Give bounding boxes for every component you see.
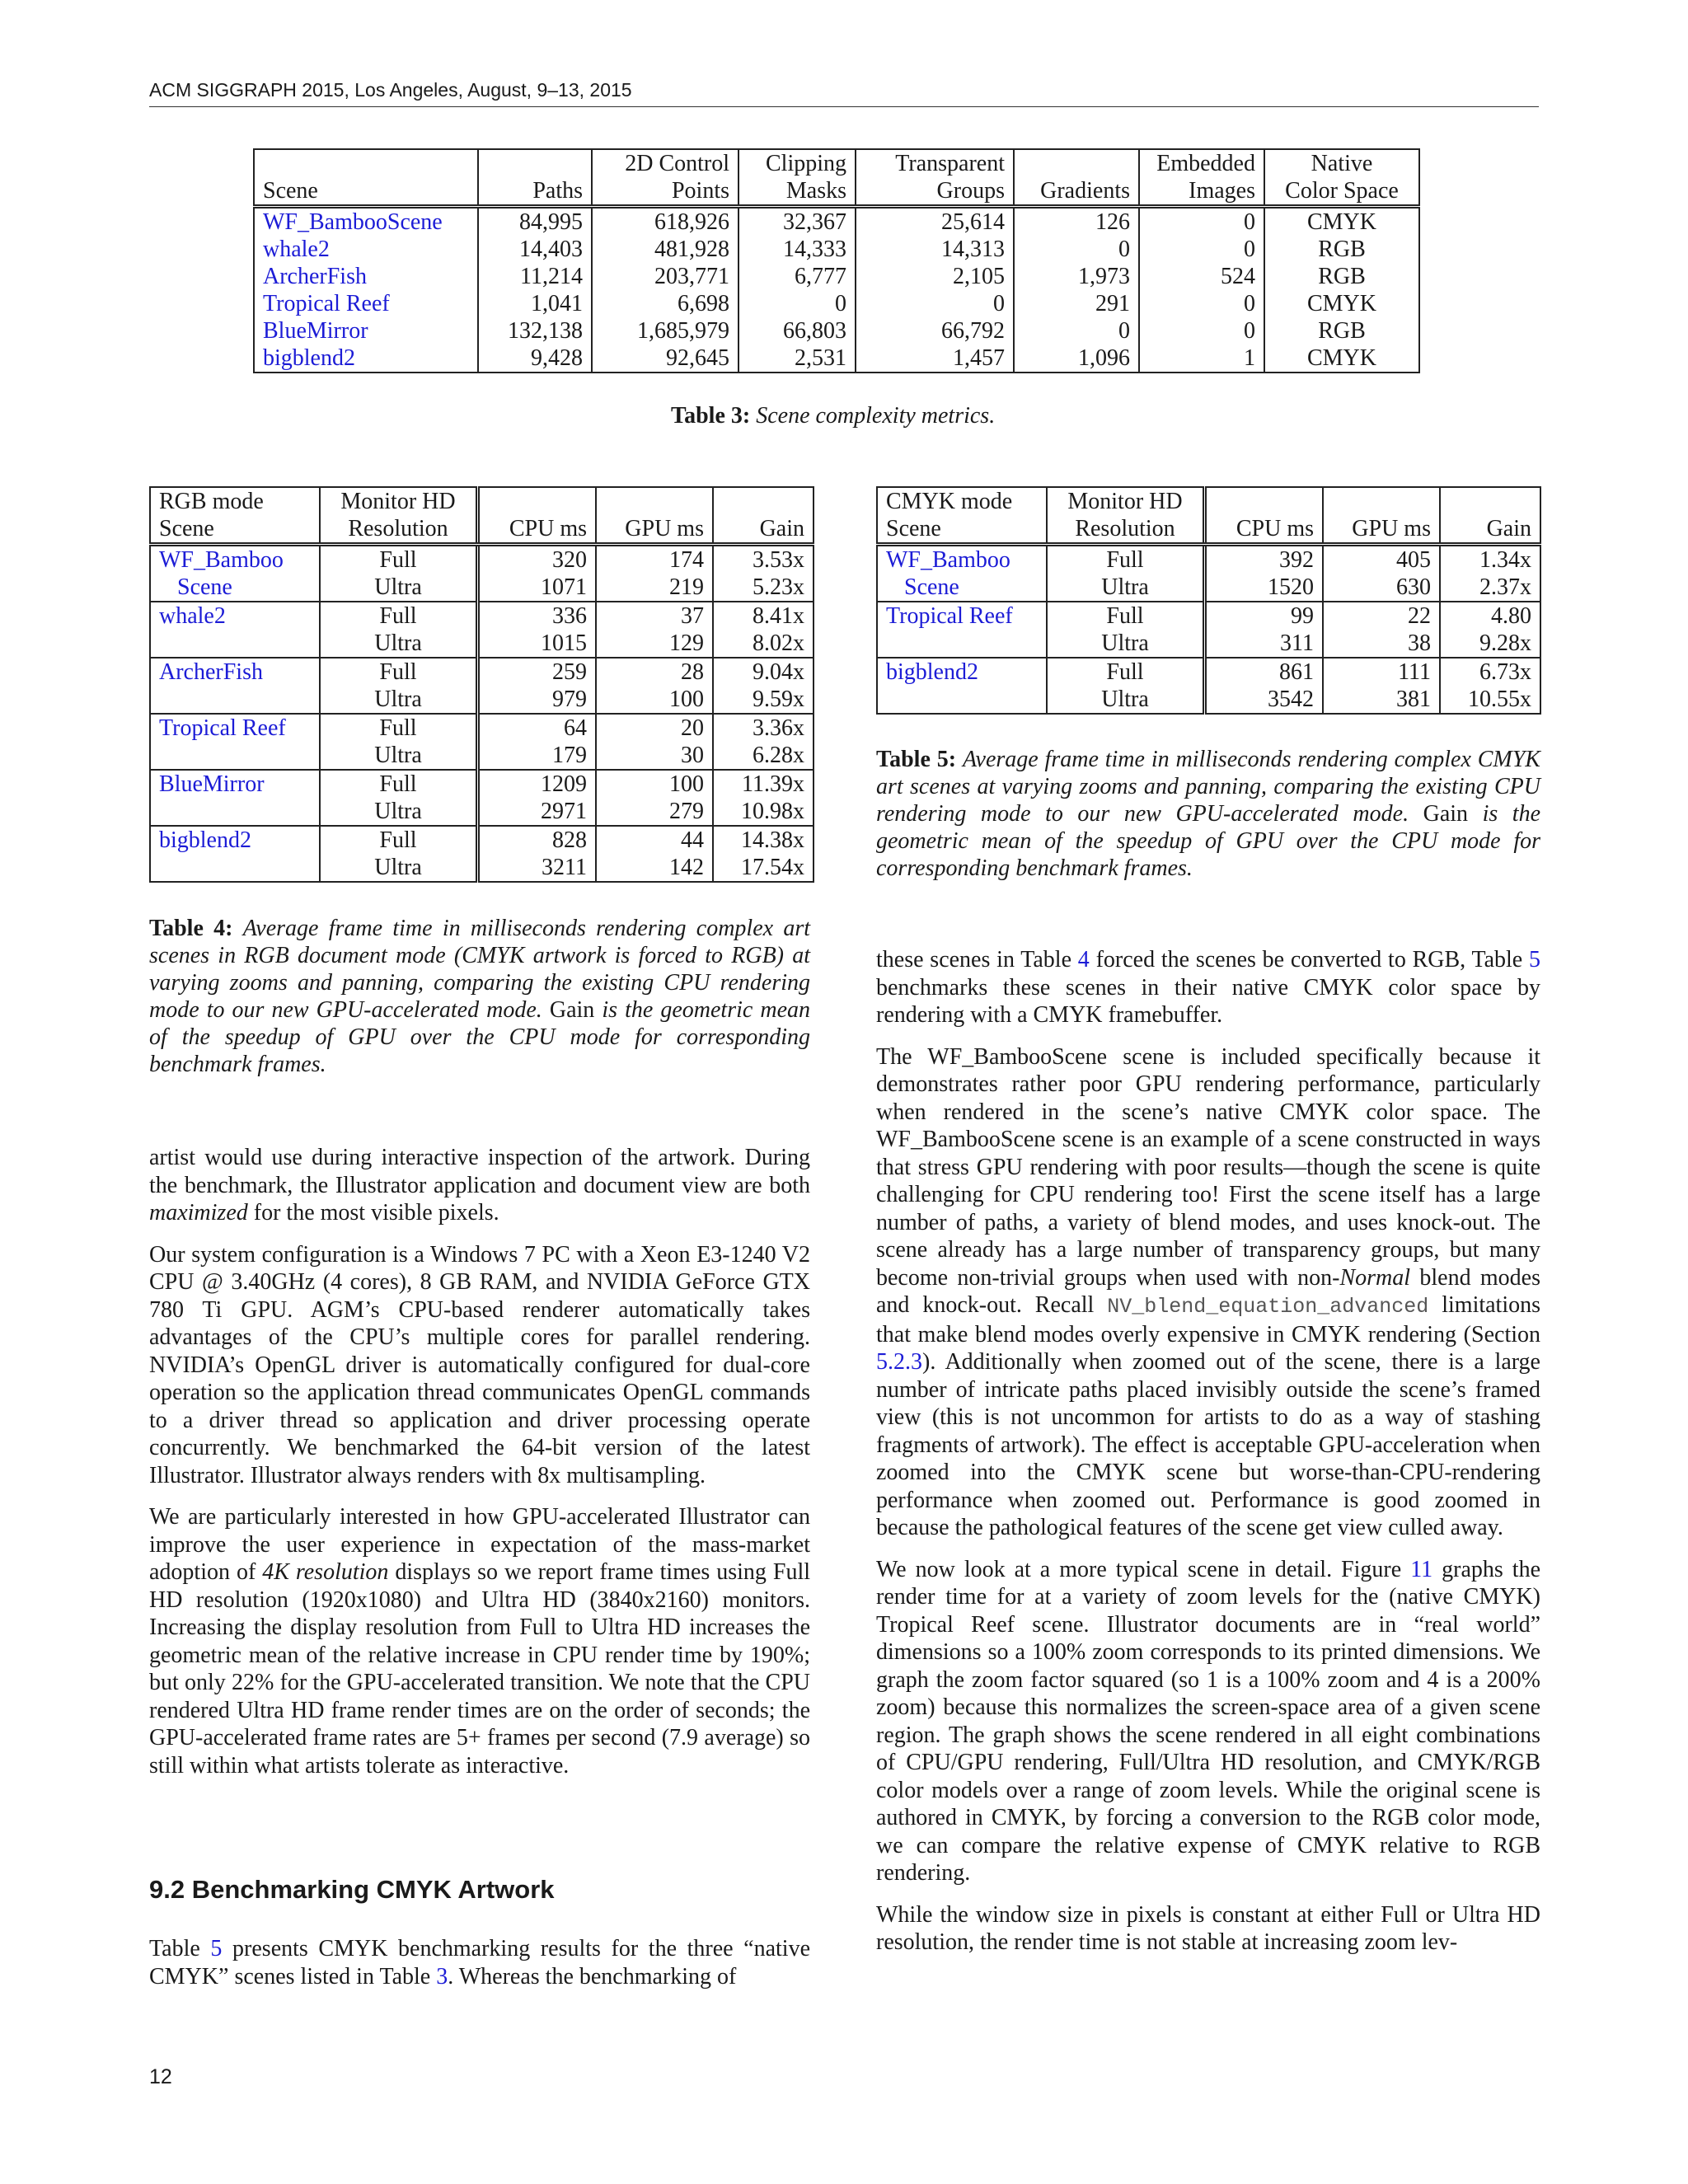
paragraph bbox=[876, 1556, 1540, 1887]
gpu-ms-cell: 30 bbox=[596, 742, 713, 770]
scene-link[interactable]: Scene bbox=[904, 574, 959, 600]
gpu-ms-cell: 219 bbox=[596, 574, 713, 602]
table-cell: 524 bbox=[1139, 263, 1264, 290]
right-column-text bbox=[876, 946, 1540, 1971]
table-row bbox=[877, 545, 1540, 574]
cpu-ms-cell: 828 bbox=[478, 826, 597, 854]
table-row bbox=[150, 770, 814, 798]
gain-cell: 17.54x bbox=[713, 854, 814, 882]
table-cell: 291 bbox=[1014, 290, 1139, 317]
table-row bbox=[150, 686, 814, 714]
text: benchmarks these scenes in their native CMYK color space by rendering with a CMYK framebuffer. bbox=[876, 974, 1540, 1028]
table-cell: 481,928 bbox=[592, 236, 738, 263]
resolution-cell: Full bbox=[1047, 545, 1205, 574]
table-cell: 2,105 bbox=[856, 263, 1014, 290]
table-cell: 0 bbox=[1139, 290, 1264, 317]
table-row bbox=[254, 290, 1419, 317]
gain-cell: 3.53x bbox=[713, 545, 814, 574]
paragraph bbox=[149, 1144, 810, 1227]
resolution-cell: Ultra bbox=[320, 630, 478, 658]
text: ). Additionally when zoomed out of the scene, there is a large number of intricate paths placed invisibly outside the scene’s framed view (this is not uncommon for artists to do as a way of stashing fragments of artwork). The effect is acceptable GPU-acceleration when zoomed into the CMYK scene but worse-than-CPU-rendering performance when zoomed out. Performance is good zoomed in because the pathological features of the scene get view culled away. bbox=[876, 1349, 1540, 1540]
gain-cell: 8.41x bbox=[713, 602, 814, 630]
table-cell: 1,096 bbox=[1014, 344, 1139, 373]
table-cell: 1,457 bbox=[856, 344, 1014, 373]
text: presents CMYK benchmarking results for the three “native CMYK” scenes listed in Table bbox=[149, 1936, 811, 1990]
scene-link[interactable]: bigblend2 bbox=[877, 658, 1047, 686]
table-4 bbox=[149, 486, 814, 883]
text: blend modes and knock-out. Recall bbox=[876, 1264, 1541, 1318]
cpu-ms-cell: 2971 bbox=[478, 798, 597, 826]
gain-cell: 6.73x bbox=[1440, 658, 1540, 686]
gpu-ms-cell: 28 bbox=[596, 658, 713, 686]
table-row bbox=[254, 344, 1419, 373]
gain-cell: 14.38x bbox=[713, 826, 814, 854]
gain-cell: 2.37x bbox=[1440, 574, 1540, 602]
text: graphs the render time for at a variety of zoom levels for the (native CMYK) Tropical Reef scene. Illustrator documents are in “real world” dimensions so a 100% zoom corresponds to its printed dimensions. We graph the zoom factor squared (so 1 is a 100% zoom and 4 is a 200% zoom) because this normalizes the screen-space area of a given scene region. The graph shows the scene rendered in all eight combinations of CPU/GPU rendering, Full/Ultra HD resolution, and CMYK/RGB color models over a range of zoom levels. While the original scene is authored in CMYK, by forcing a conversion to the RGB color mode, we can compare the relative expense of CMYK relative to RGB rendering. bbox=[876, 1556, 1541, 1886]
cpu-ms-cell: 3542 bbox=[1205, 686, 1324, 714]
table-cell: 618,926 bbox=[592, 207, 738, 237]
scene-link[interactable] bbox=[150, 686, 320, 714]
scene-link[interactable]: bigblend2 bbox=[263, 345, 355, 371]
t4-h: Monitor HD bbox=[320, 487, 478, 515]
t3-h: Native bbox=[1264, 149, 1419, 177]
table-cell: 126 bbox=[1014, 207, 1139, 237]
t5-h: Gain bbox=[1440, 515, 1540, 545]
t4-h: RGB mode bbox=[159, 489, 264, 514]
t4-h: Gain bbox=[713, 515, 814, 545]
gpu-ms-cell: 142 bbox=[596, 854, 713, 882]
t4-h bbox=[596, 487, 713, 515]
table-cell: 92,645 bbox=[592, 344, 738, 373]
gpu-ms-cell: 100 bbox=[596, 770, 713, 798]
table-cell: 25,614 bbox=[856, 207, 1014, 237]
section-link[interactable]: 5.2.3 bbox=[876, 1349, 922, 1375]
t5-h: Resolution bbox=[1047, 515, 1205, 545]
gpu-ms-cell: 381 bbox=[1323, 686, 1440, 714]
text: The WF_BambooScene scene is included specifically because it demonstrates rather poor GPU rendering performance, particularly when rendered in the scene’s native CMYK color space. The WF_BambooScene scene is an example of a scene constructed in ways that stress GPU rendering with poor results—though the scene is quite challenging for CPU rendering too! First the scene itself has a large number of paths, a variety of blend modes, and uses knock-out. The scene already has a large number of transparency groups, but many become non-trivial groups when used with non- bbox=[876, 1043, 1540, 1291]
table-cell: CMYK bbox=[1264, 290, 1419, 317]
table-cell: 14,313 bbox=[856, 236, 1014, 263]
gpu-ms-cell: 174 bbox=[596, 545, 713, 574]
scene-link[interactable]: ArcherFish bbox=[150, 658, 320, 686]
t4-h: CPU ms bbox=[478, 515, 597, 545]
scene-link[interactable]: bigblend2 bbox=[150, 826, 320, 854]
t5-h: GPU ms bbox=[1323, 515, 1440, 545]
gain-cell: 6.28x bbox=[713, 742, 814, 770]
resolution-cell: Ultra bbox=[320, 574, 478, 602]
cpu-ms-cell: 3211 bbox=[478, 854, 597, 882]
section-heading: 9.2 Benchmarking CMYK Artwork bbox=[149, 1875, 555, 1904]
table-cell: 1 bbox=[1139, 344, 1264, 373]
scene-link[interactable]: BlueMirror bbox=[263, 318, 368, 344]
table-cell: 2,531 bbox=[738, 344, 856, 373]
gain-cell: 3.36x bbox=[713, 714, 814, 742]
text: for the most visible pixels. bbox=[253, 1200, 499, 1226]
paragraph: Our system configuration is a Windows 7 PC with a Xeon E3-1240 V2 CPU @ 3.40GHz (4 cores), 8 GB RAM, and NVIDIA GeForce GTX 780 Ti GPU. AGM’s CPU-based renderer automatically takes advantages of the CPU’s multiple cores for parallel rendering. NVIDIA’s OpenGL driver is automatically configured for dual-core operation so the application thread communicates OpenGL commands to a driver thread so application and driver processing operate concurrently. We benchmarked the 64-bit version of the latest Illustrator. Illustrator always renders with 8x multisampling. bbox=[149, 1241, 810, 1488]
text: limitations that make blend modes overly expensive in CMYK rendering (Section bbox=[876, 1292, 1541, 1347]
table-cell: 0 bbox=[1139, 207, 1264, 237]
table-cell: 14,333 bbox=[738, 236, 856, 263]
cpu-ms-cell: 311 bbox=[1205, 630, 1324, 658]
table-cell: 203,771 bbox=[592, 263, 738, 290]
text: forced the scenes be converted to RGB, Table bbox=[1095, 947, 1523, 972]
gain-cell: 8.02x bbox=[713, 630, 814, 658]
text: artist would use during interactive inspection of the artwork. During the benchmark, the Illustrator application and document view are both bbox=[149, 1145, 810, 1198]
table-row bbox=[150, 658, 814, 686]
caption-text: is the geometric mean of the speedup of GPU over the CPU mode for corresponding benchmark frames. bbox=[149, 997, 811, 1077]
text: . Whereas the benchmarking of bbox=[448, 1963, 737, 1990]
table-cell: 6,777 bbox=[738, 263, 856, 290]
resolution-cell: Full bbox=[320, 826, 478, 854]
table-cell: 0 bbox=[1014, 317, 1139, 344]
scene-link[interactable]: whale2 bbox=[150, 602, 320, 630]
table-5-link[interactable]: 5 bbox=[210, 1936, 223, 1961]
resolution-cell: Ultra bbox=[320, 798, 478, 826]
table-cell: RGB bbox=[1264, 263, 1419, 290]
table-5 bbox=[876, 486, 1541, 715]
scene-link[interactable]: WF_Bamboo bbox=[886, 547, 1010, 573]
t5-h: Scene bbox=[877, 515, 1047, 545]
paragraph bbox=[149, 1503, 810, 1779]
table-cell: 84,995 bbox=[478, 207, 592, 237]
t5-h bbox=[1205, 487, 1324, 515]
table-cell: 0 bbox=[738, 290, 856, 317]
table-row bbox=[877, 686, 1540, 714]
caption-text: is the geometric mean of the speedup of GPU over the CPU mode for corresponding benchmark frames. bbox=[876, 801, 1541, 881]
table-cell: 1,973 bbox=[1014, 263, 1139, 290]
cpu-ms-cell: 1520 bbox=[1205, 574, 1324, 602]
table-row bbox=[877, 602, 1540, 630]
caption-text: Average frame time in milliseconds rendering complex CMYK art scenes at varying zooms and panning, comparing the existing CPU rendering mode to our new GPU-accelerated mode. bbox=[876, 747, 1540, 827]
gpu-ms-cell: 100 bbox=[596, 686, 713, 714]
resolution-cell: Full bbox=[320, 602, 478, 630]
table-row bbox=[150, 574, 814, 602]
table-cell: 66,803 bbox=[738, 317, 856, 344]
table-row bbox=[254, 236, 1419, 263]
scene-link[interactable]: WF_BambooScene bbox=[263, 209, 443, 235]
resolution-cell: Full bbox=[320, 714, 478, 742]
resolution-cell: Ultra bbox=[320, 742, 478, 770]
cpu-ms-cell: 1015 bbox=[478, 630, 597, 658]
scene-link[interactable]: Tropical Reef bbox=[877, 602, 1047, 630]
table-cell: 1,041 bbox=[478, 290, 592, 317]
table-cell: CMYK bbox=[1264, 207, 1419, 237]
figure-11-link[interactable]: 11 bbox=[1410, 1556, 1433, 1582]
gpu-ms-cell: 44 bbox=[596, 826, 713, 854]
resolution-cell: Full bbox=[320, 658, 478, 686]
scene-link[interactable] bbox=[150, 798, 320, 826]
caption-text: Average frame time in milliseconds rendering complex art scenes in RGB document mode (CMYK artwork is forced to RGB) at varying zooms and panning, comparing the existing CPU rendering mode to our new GPU-accelerated mode. bbox=[149, 916, 810, 1023]
cpu-ms-cell: 179 bbox=[478, 742, 597, 770]
t4-h bbox=[713, 487, 814, 515]
gpu-ms-cell: 129 bbox=[596, 630, 713, 658]
gain-cell: 4.80 bbox=[1440, 602, 1540, 630]
table-cell: 132,138 bbox=[478, 317, 592, 344]
left-column-text bbox=[149, 1144, 810, 1793]
table-3-caption bbox=[671, 402, 995, 429]
t4-h: Scene bbox=[150, 515, 320, 545]
t3-h: Points bbox=[592, 177, 738, 207]
text: We now look at a more typical scene in detail. Figure bbox=[876, 1556, 1402, 1582]
t3-h: Paths bbox=[478, 177, 592, 207]
resolution-cell: Ultra bbox=[320, 854, 478, 882]
running-header: ACM SIGGRAPH 2015, Los Angeles, August, 9–13, 2015 bbox=[149, 79, 1539, 107]
gpu-ms-cell: 279 bbox=[596, 798, 713, 826]
gpu-ms-cell: 405 bbox=[1323, 545, 1440, 574]
cpu-ms-cell: 1209 bbox=[478, 770, 597, 798]
table-cell: 1,685,979 bbox=[592, 317, 738, 344]
t5-h bbox=[1440, 487, 1540, 515]
t4-h: GPU ms bbox=[596, 515, 713, 545]
gain-cell: 10.98x bbox=[713, 798, 814, 826]
table-row bbox=[254, 263, 1419, 290]
caption-gain: Gain bbox=[1423, 801, 1469, 827]
resolution-cell: Full bbox=[320, 770, 478, 798]
table-cell: 66,792 bbox=[856, 317, 1014, 344]
gain-cell: 11.39x bbox=[713, 770, 814, 798]
cpu-ms-cell: 320 bbox=[478, 545, 597, 574]
table-row bbox=[877, 630, 1540, 658]
table-4-link[interactable]: 4 bbox=[1077, 947, 1090, 972]
table-row bbox=[877, 658, 1540, 686]
table-row bbox=[150, 602, 814, 630]
gain-cell: 5.23x bbox=[713, 574, 814, 602]
code-text: NV_blend_equation_advanced bbox=[1107, 1295, 1429, 1319]
scene-link[interactable] bbox=[150, 630, 320, 658]
gpu-ms-cell: 111 bbox=[1323, 658, 1440, 686]
paragraph bbox=[149, 1935, 810, 1990]
cpu-ms-cell: 99 bbox=[1205, 602, 1324, 630]
cpu-ms-cell: 64 bbox=[478, 714, 597, 742]
t3-h bbox=[254, 149, 478, 177]
scene-link[interactable] bbox=[877, 630, 1047, 658]
text: We are particularly interested in how GPU-accelerated Illustrator can improve the user experience in expectation of the mass-market adoption of bbox=[149, 1504, 810, 1585]
caption-label: Table 5: bbox=[876, 747, 957, 772]
t3-h: Scene bbox=[254, 177, 478, 207]
gain-cell: 9.59x bbox=[713, 686, 814, 714]
t3-h: Groups bbox=[856, 177, 1014, 207]
t5-h bbox=[1323, 487, 1440, 515]
table-3-link[interactable]: 3 bbox=[436, 1963, 448, 1990]
cpu-ms-cell: 979 bbox=[478, 686, 597, 714]
table-cell: 9,428 bbox=[478, 344, 592, 373]
table-cell: 0 bbox=[1139, 236, 1264, 263]
table-row bbox=[150, 798, 814, 826]
paragraph bbox=[876, 1043, 1540, 1542]
table-5-link[interactable]: 5 bbox=[1529, 947, 1541, 972]
gpu-ms-cell: 37 bbox=[596, 602, 713, 630]
t3-h: Images bbox=[1139, 177, 1264, 207]
table-row bbox=[150, 742, 814, 770]
page-number: 12 bbox=[149, 2065, 172, 2088]
caption-label: Table 4: bbox=[149, 916, 233, 941]
caption-label: Table 3: bbox=[671, 403, 751, 429]
scene-link[interactable]: Tropical Reef bbox=[263, 291, 390, 316]
resolution-cell: Full bbox=[1047, 602, 1205, 630]
scene-link[interactable]: BlueMirror bbox=[150, 770, 320, 798]
table-row bbox=[150, 545, 814, 574]
scene-link[interactable]: whale2 bbox=[263, 237, 330, 262]
emphasis: maximized bbox=[149, 1200, 248, 1226]
cpu-ms-cell: 392 bbox=[1205, 545, 1324, 574]
gpu-ms-cell: 22 bbox=[1323, 602, 1440, 630]
resolution-cell: Full bbox=[1047, 658, 1205, 686]
text: these scenes in Table bbox=[876, 947, 1071, 972]
table-4-caption bbox=[149, 915, 810, 1078]
t3-h: Gradients bbox=[1014, 177, 1139, 207]
paragraph: While the window size in pixels is constant at either Full or Ultra HD resolution, the render time is not stable at increasing zoom lev- bbox=[876, 1901, 1540, 1955]
scene-link[interactable] bbox=[150, 854, 320, 882]
t3-h: Embedded bbox=[1139, 149, 1264, 177]
table-cell: 0 bbox=[856, 290, 1014, 317]
cpu-ms-cell: 336 bbox=[478, 602, 597, 630]
scene-link[interactable] bbox=[150, 742, 320, 770]
t5-h: CMYK mode bbox=[886, 489, 1013, 514]
resolution-cell: Ultra bbox=[1047, 686, 1205, 714]
gain-cell: 1.34x bbox=[1440, 545, 1540, 574]
resolution-cell: Full bbox=[320, 545, 478, 574]
text: displays so we report frame times using Full HD resolution (1920x1080) and Ultra HD (3840x2160) monitors. Increasing the display resolution from Full to Ultra HD increases the geometric mean of the relative increase in CPU render time by 190%; but only 22% for the GPU-accelerated transition. We note that the CPU rendered Ultra HD frame render times are on the order of seconds; the GPU-accelerated frame rates are 5+ frames per second (7.9 average) so still within what artists tolerate as interactive. bbox=[149, 1559, 811, 1779]
table-cell: 0 bbox=[1014, 236, 1139, 263]
resolution-cell: Ultra bbox=[320, 686, 478, 714]
t4-h bbox=[478, 487, 597, 515]
gpu-ms-cell: 20 bbox=[596, 714, 713, 742]
t4-h: Resolution bbox=[320, 515, 478, 545]
t3-h: Color Space bbox=[1264, 177, 1419, 207]
scene-link[interactable]: Tropical Reef bbox=[150, 714, 320, 742]
gpu-ms-cell: 38 bbox=[1323, 630, 1440, 658]
table-cell: 0 bbox=[1139, 317, 1264, 344]
scene-link[interactable]: WF_Bamboo bbox=[159, 547, 284, 573]
table-row bbox=[254, 207, 1419, 237]
t3-h: 2D Control bbox=[592, 149, 738, 177]
t3-h: Clipping bbox=[738, 149, 856, 177]
cpu-ms-cell: 861 bbox=[1205, 658, 1324, 686]
table-cell: 32,367 bbox=[738, 207, 856, 237]
emphasis: 4K resolution bbox=[262, 1559, 389, 1585]
scene-link[interactable]: ArcherFish bbox=[263, 264, 367, 289]
table-cell: RGB bbox=[1264, 317, 1419, 344]
t3-h: Transparent bbox=[856, 149, 1014, 177]
table-cell: 6,698 bbox=[592, 290, 738, 317]
caption-text: Scene complexity metrics. bbox=[756, 403, 996, 429]
resolution-cell: Ultra bbox=[1047, 630, 1205, 658]
gain-cell: 9.04x bbox=[713, 658, 814, 686]
left-column-text-2 bbox=[149, 1935, 810, 2004]
cpu-ms-cell: 259 bbox=[478, 658, 597, 686]
gain-cell: 9.28x bbox=[1440, 630, 1540, 658]
t5-h: Monitor HD bbox=[1047, 487, 1205, 515]
t5-h: CPU ms bbox=[1205, 515, 1324, 545]
resolution-cell: Ultra bbox=[1047, 574, 1205, 602]
table-row bbox=[254, 317, 1419, 344]
table-5-caption bbox=[876, 746, 1540, 882]
table-row bbox=[150, 714, 814, 742]
table-3 bbox=[253, 148, 1420, 373]
table-cell: 11,214 bbox=[478, 263, 592, 290]
scene-link[interactable]: Scene bbox=[177, 574, 232, 600]
scene-link[interactable] bbox=[877, 686, 1047, 714]
t3-h bbox=[478, 149, 592, 177]
table-row bbox=[150, 630, 814, 658]
table-row bbox=[877, 574, 1540, 602]
t3-h: Masks bbox=[738, 177, 856, 207]
emphasis: Normal bbox=[1339, 1264, 1411, 1291]
table-cell: RGB bbox=[1264, 236, 1419, 263]
t3-h bbox=[1014, 149, 1139, 177]
table-row bbox=[150, 854, 814, 882]
cpu-ms-cell: 1071 bbox=[478, 574, 597, 602]
text: Table bbox=[149, 1936, 200, 1961]
gpu-ms-cell: 630 bbox=[1323, 574, 1440, 602]
caption-gain: Gain bbox=[549, 997, 595, 1023]
table-cell: 14,403 bbox=[478, 236, 592, 263]
paragraph bbox=[876, 946, 1540, 1029]
table-cell: CMYK bbox=[1264, 344, 1419, 373]
table-row bbox=[150, 826, 814, 854]
gain-cell: 10.55x bbox=[1440, 686, 1540, 714]
